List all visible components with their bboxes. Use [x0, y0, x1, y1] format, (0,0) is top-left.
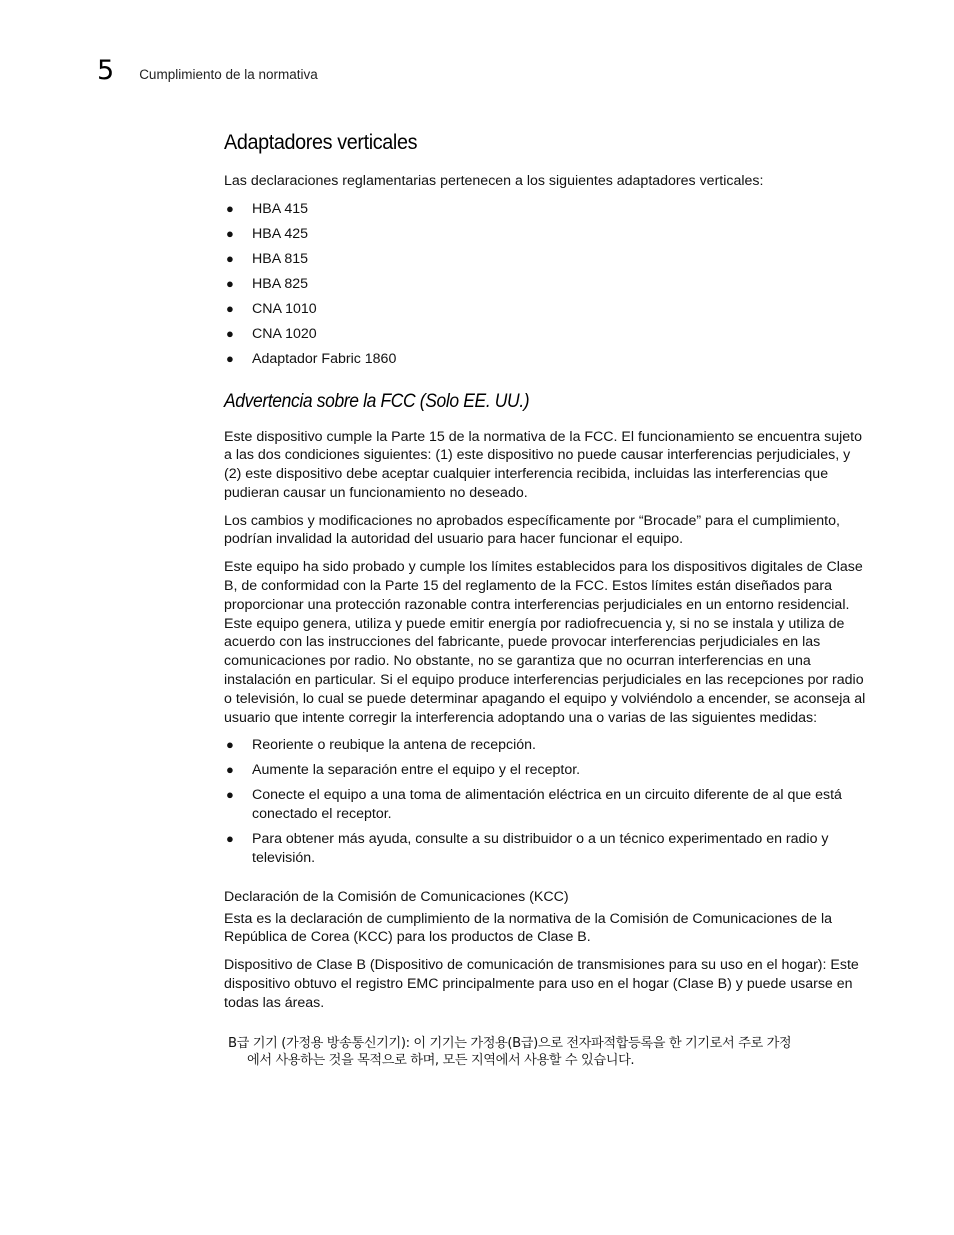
bullet-icon: ● — [226, 225, 234, 241]
korean-statement — [228, 1035, 858, 1070]
bullet-icon: ● — [226, 762, 234, 778]
fcc-title: Advertencia sobre la FCC (Solo EE. UU.) — [224, 390, 530, 412]
section-title: Adaptadores verticales — [224, 130, 418, 154]
page-header — [97, 56, 318, 86]
chapter-title: Cumplimiento de la normativa — [139, 67, 318, 82]
measures-list — [224, 736, 870, 867]
measure-text: Para obtener más ayuda, consulte a su distribuidor o a un técnico experimentado en radio y televisión. — [252, 831, 829, 866]
adapter-name: CNA 1020 — [252, 325, 317, 342]
adapter-name: HBA 415 — [252, 200, 309, 217]
kcc-paragraph: Esta es la declaración de cumplimiento de la normativa de la Comisión de Comunicaciones de la República de Corea (KCC) para los productos de Clase B. — [224, 910, 833, 946]
adapter-name: HBA 825 — [252, 275, 309, 292]
bullet-icon: ● — [226, 787, 234, 803]
fcc-paragraph: Este dispositivo cumple la Parte 15 de la normativa de la FCC. El funcionamiento se encuentra sujeto a las dos condiciones siguientes: (1) este dispositivo no puede causar interferencias perjudiciales, y (2) este dispositivo debe aceptar cualquier interferencia recibida, incluidas las interferencias que pudieran causar un funcionamiento no deseado. — [224, 428, 862, 501]
korean-line-1: B급 기기 (가정용 방송통신기기): 이 기기는 가정용(B급)으로 전자파적합등록을 한 기기로서 주로 가정 — [228, 1035, 792, 1051]
fcc-paragraph: Este equipo ha sido probado y cumple los límites establecidos para los dispositivos digitales de Clase B, de conformidad con la Parte 15 del reglamento de la FCC. Estos límites están diseñados para proporcionar una protección razonable contra interferencias perjudiciales en un entorno residencial. Este equipo genera, utiliza y puede emitir energía por radiofrecuencia y, si no se instala y utiliza de acuerdo con las instrucciones del fabricante, puede provocar interferencias perjudiciales en las comunicaciones por radio. No obstante, no se garantiza que no ocurran interferencias en una instalación en particular. Si el equipo produce interferencias perjudiciales en las recepciones por radio o televisión, lo cual se puede determinar apagando el equipo y volviéndolo a encender, se aconseja al usuario que intente corregir la interferencia adoptando una o varias de las siguientes medidas: — [224, 559, 866, 726]
korean-line-2: 에서 사용하는 것을 목적으로 하며, 모든 지역에서 사용할 수 있습니다. — [247, 1053, 635, 1069]
adapter-name: CNA 1010 — [252, 300, 317, 317]
measure-text: Reoriente o reubique la antena de recepción. — [252, 737, 536, 754]
adapter-name: HBA 815 — [252, 250, 309, 267]
list-item — [224, 200, 870, 219]
measure-text: Conecte el equipo a una toma de alimentación eléctrica en un circuito diferente de al que está conectado el receptor. — [252, 787, 842, 823]
bullet-icon: ● — [226, 737, 234, 753]
list-item — [224, 786, 870, 824]
bullet-icon: ● — [226, 325, 234, 341]
list-item — [224, 761, 870, 780]
list-item — [224, 275, 870, 294]
adapter-name: Adaptador Fabric 1860 — [252, 350, 397, 367]
section-intro: Las declaraciones reglamentarias pertenecen a los siguientes adaptadores verticales: — [224, 173, 764, 189]
list-item — [224, 250, 870, 269]
list-item — [224, 736, 870, 755]
bullet-icon: ● — [226, 831, 234, 847]
bullet-icon: ● — [226, 200, 234, 216]
page-content — [224, 130, 870, 1070]
bullet-icon: ● — [226, 250, 234, 266]
list-item — [224, 225, 870, 244]
adapter-name: HBA 425 — [252, 225, 309, 242]
bullet-icon: ● — [226, 350, 234, 366]
list-item — [224, 300, 870, 319]
fcc-paragraph: Los cambios y modificaciones no aprobados específicamente por “Brocade” para el cumplimiento, podrían invalidad la autoridad del usuario para hacer funcionar el equipo. — [224, 512, 840, 548]
list-item — [224, 325, 870, 344]
adapter-list — [224, 200, 870, 369]
kcc-heading: Declaración de la Comisión de Comunicaciones (KCC) — [224, 888, 569, 905]
bullet-icon: ● — [226, 275, 234, 291]
bullet-icon: ● — [226, 300, 234, 316]
measure-text: Aumente la separación entre el equipo y el receptor. — [252, 762, 581, 779]
list-item — [224, 350, 870, 369]
chapter-number: 5 — [97, 55, 115, 86]
list-item — [224, 830, 870, 868]
kcc-paragraph: Dispositivo de Clase B (Dispositivo de comunicación de transmisiones para su uso en el hogar): Este dispositivo obtuvo el registro EMC principalmente para uso en el hogar (Clase B) y puede usarse en todas las áreas. — [224, 957, 859, 1011]
